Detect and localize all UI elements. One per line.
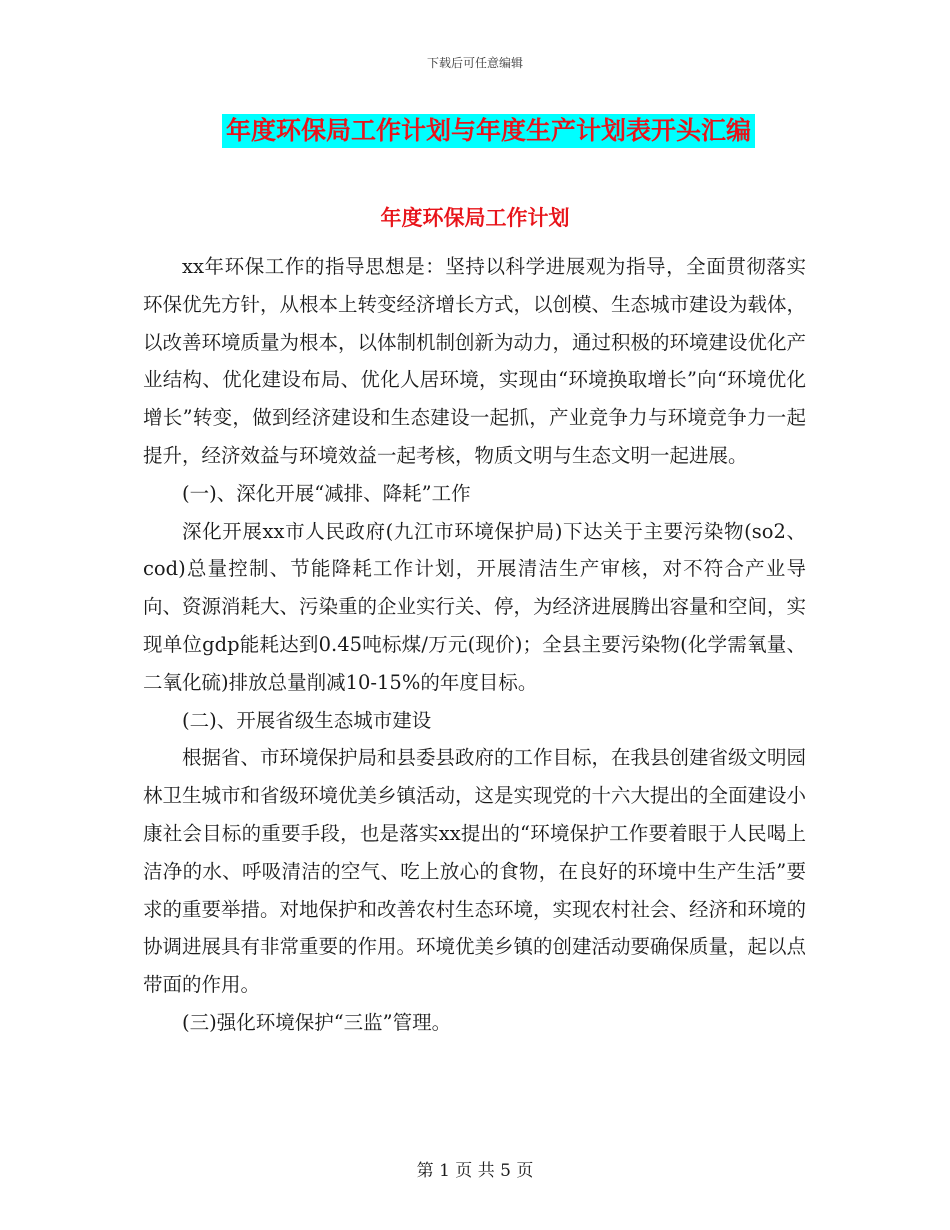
paragraph-ecological-city: 根据省、市环境保护局和县委县政府的工作目标，在我县创建省级文明园林卫生城市和省级环境优美乡镇活动，这是实现党的十六大提出的全面建设小康社会目标的重要手段，也是落实xx提出的“环境保护工作要着眼于人民喝上洁净的水、呼吸清洁的空气、吃上放心的食物，在良好的环境中生产生活”要求的重要举措。对地保护和改善农村生态环境，实现农村社会、经济和环境的协调进展具有非常重要的作用。环境优美乡镇的创建活动要确保质量，起以点带面的作用。 bbox=[143, 746, 807, 997]
header-note: 下载后可任意编辑 bbox=[426, 56, 523, 70]
paragraph-heading-1: (一)、深化开展“减排、降耗”工作 bbox=[182, 481, 471, 505]
document-title: 年度环保局工作计划与年度生产计划表开头汇编 bbox=[222, 114, 755, 148]
section-title: 年度环保局工作计划 bbox=[380, 206, 570, 230]
paragraph-guiding-thought: xx年环保工作的指导思想是：坚持以科学进展观为指导，全面贯彻落实环保优先方针，从根本上转变经济增长方式，以创模、生态城市建设为载体，以改善环境质量为根本，以体制机制创新为动力，通过积极的环境建设优化产业结构、优化建设布局、优化人居环境，实现由“环境换取增长”向“环境优化增长”转变，做到经济建设和生态建设一起抓，产业竞争力与环境竞争力一起提升，经济效益与环境效益一起考核，物质文明与生态文明一起进展。 bbox=[143, 255, 807, 467]
document-body bbox=[143, 248, 806, 1042]
paragraph-heading-3: (三)强化环境保护“三监”管理。 bbox=[182, 1010, 452, 1034]
paragraph-heading-2: (二)、开展省级生态城市建设 bbox=[182, 708, 432, 732]
paragraph-emission-reduction: 深化开展xx市人民政府(九江市环境保护局)下达关于主要污染物(so2、cod)总量控制、节能降耗工作计划，开展清洁生产审核，对不符合产业导向、资源消耗大、污染重的企业实行关、停，为经济进展腾出容量和空间，实现单位gdp能耗达到0.45吨标煤/万元(现价)；全县主要污染物(化学需氧量、二氧化硫)排放总量削减10-15%的年度目标。 bbox=[143, 519, 807, 694]
page-number: 第 1 页 共 5 页 bbox=[416, 1161, 534, 1181]
